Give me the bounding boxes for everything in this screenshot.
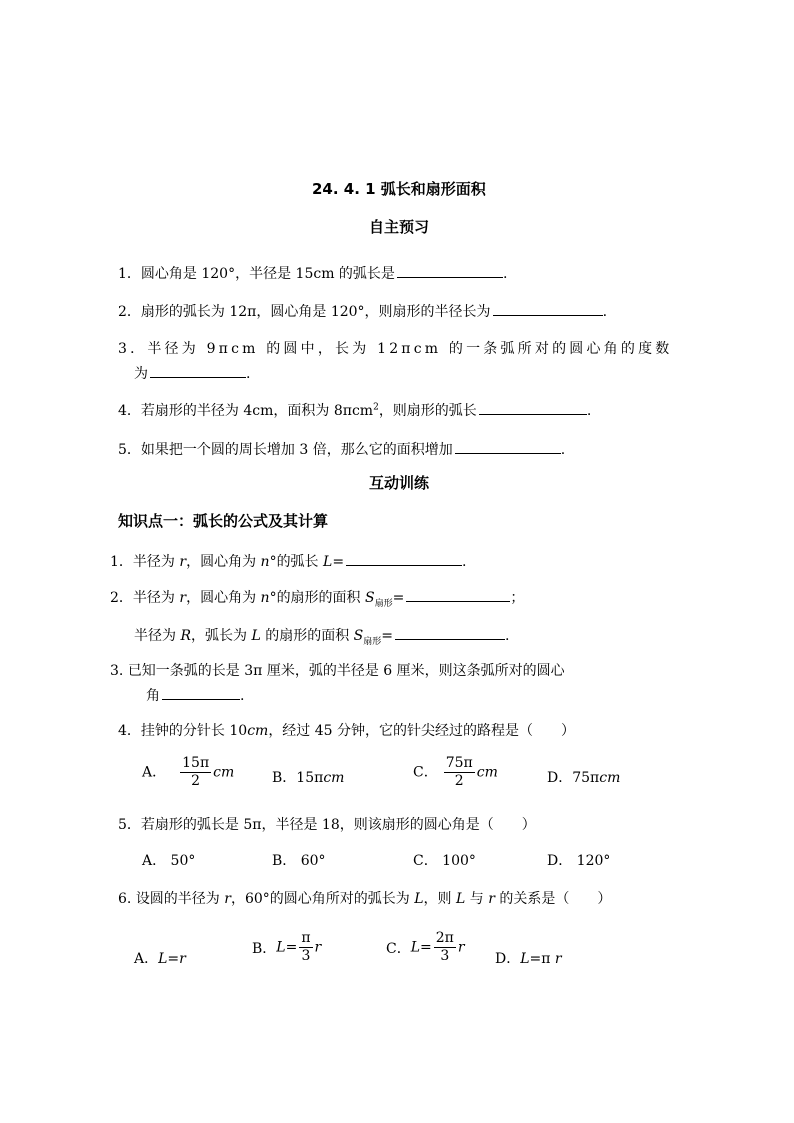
question-4: 4．挂钟的分针长 10cm，经过 45 分钟，它的针尖经过的路程是（ ） bbox=[118, 723, 576, 739]
preview-question-3-line2: 为 . bbox=[134, 362, 250, 383]
question-6-choice-d[interactable]: D．L=π r bbox=[495, 951, 562, 967]
question-4-choice-a[interactable]: A． $\frac{15\pi}{2}$ cm bbox=[142, 755, 235, 789]
question-5-choice-a[interactable]: A． 50° bbox=[142, 853, 196, 869]
question-4-choice-b[interactable]: B．15πcm bbox=[272, 770, 345, 786]
question-1: 1．半径为 r，圆心角为 n°的弧长 L= . bbox=[110, 550, 467, 571]
question-4-choice-d[interactable]: D．75πcm bbox=[547, 770, 621, 786]
question-6-choice-b[interactable]: B．L= $\frac{\pi}{3}$ r bbox=[252, 930, 322, 964]
question-6: 6. 设圆的半径为 r，60°的圆心角所对的弧长为 L，则 L 与 r 的关系是（ ） bbox=[118, 891, 612, 907]
question-6-choice-a[interactable]: A．L=r bbox=[134, 951, 186, 967]
question-4-choice-c[interactable]: C． $\frac{75\pi}{2}$ cm bbox=[413, 755, 498, 789]
answer-blank[interactable] bbox=[455, 438, 561, 454]
preview-question-3: 3．半径为 9πcm 的圆中，长为 12πcm 的一条弧所对的圆心角的度数 bbox=[118, 341, 673, 357]
question-2-part-b: 半径为 R，弧长为 L 的扇形的面积 $S_{扇形}=$ . bbox=[134, 624, 509, 647]
fraction: $\frac{75\pi}{2}$ bbox=[445, 755, 473, 789]
answer-blank[interactable] bbox=[479, 399, 587, 415]
question-3: 3. 已知一条弧的长是 3π 厘米，弧的半径是 6 厘米，则这条弧所对的圆心 bbox=[110, 663, 565, 679]
preview-question-4: 4．若扇形的半径为 4cm，面积为 8πcm$^2$，则扇形的弧长 . bbox=[118, 399, 591, 420]
answer-blank[interactable] bbox=[150, 362, 246, 378]
question-3-line2: 角 . bbox=[146, 684, 244, 705]
fraction: $\frac{2\pi}{3}$ bbox=[435, 930, 454, 964]
answer-blank[interactable] bbox=[406, 586, 510, 602]
answer-blank[interactable] bbox=[346, 550, 462, 566]
preview-question-2: 2．扇形的弧长为 12π，圆心角是 120°，则扇形的半径长为 . bbox=[118, 300, 607, 321]
answer-blank[interactable] bbox=[397, 262, 503, 278]
answer-blank[interactable] bbox=[493, 300, 603, 316]
question-5: 5．若扇形的弧长是 5π，半径是 18，则该扇形的圆心角是（ ） bbox=[118, 817, 536, 833]
page-title: 24. 4. 1 弧长和扇形面积 bbox=[312, 180, 486, 198]
answer-blank[interactable] bbox=[395, 624, 505, 640]
question-5-choice-b[interactable]: B． 60° bbox=[272, 853, 326, 869]
question-5-choice-c[interactable]: C． 100° bbox=[413, 853, 476, 869]
preview-question-1: 1．圆心角是 120°，半径是 15cm 的弧长是 . bbox=[118, 262, 507, 283]
knowledge-point-heading: 知识点一：弧长的公式及其计算 bbox=[118, 512, 329, 530]
preview-question-5: 5．如果把一个圆的周长增加 3 倍，那么它的面积增加 . bbox=[118, 438, 565, 459]
section-heading-training: 互动训练 bbox=[369, 474, 430, 492]
question-5-choice-d[interactable]: D． 120° bbox=[547, 853, 611, 869]
section-heading-preview: 自主预习 bbox=[369, 218, 430, 236]
question-2: 2．半径为 r，圆心角为 n°的扇形的面积 $S_{扇形}=$ ； bbox=[110, 586, 524, 609]
fraction: $\frac{15\pi}{2}$ bbox=[182, 755, 210, 789]
question-6-choice-c[interactable]: C．L= $\frac{2\pi}{3}$ r bbox=[386, 930, 465, 964]
fraction: $\frac{\pi}{3}$ bbox=[301, 930, 311, 964]
answer-blank[interactable] bbox=[162, 684, 240, 700]
